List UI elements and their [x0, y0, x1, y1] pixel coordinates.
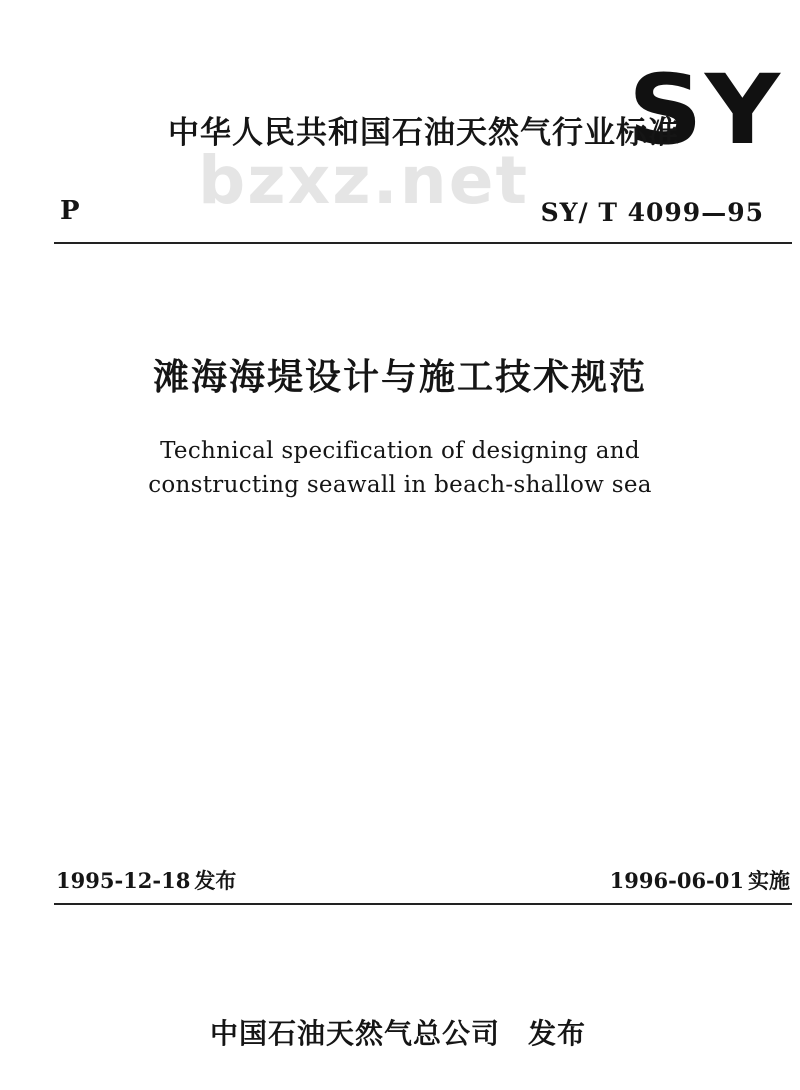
issue-date-block — [56, 870, 236, 892]
publisher-verb: 发布 — [528, 1017, 587, 1050]
category-code: P — [60, 196, 80, 226]
industry-standard-heading: 中华人民共和国石油天然气行业标准 — [168, 115, 680, 151]
document-title-english-line1: Technical specification of designing and — [160, 438, 640, 464]
footer-divider — [54, 903, 792, 905]
implementation-date-block — [610, 870, 790, 892]
document-title-chinese: 滩海海堤设计与施工技术规范 — [152, 357, 647, 398]
issue-label: 发布 — [194, 869, 237, 893]
document-title-english-line2: constructing seawall in beach-shallow sea — [148, 472, 652, 498]
implementation-date: 1996-06-01 — [609, 868, 744, 893]
watermark: bzxz.net — [198, 142, 530, 219]
publisher-block — [210, 1017, 587, 1050]
header-divider — [54, 242, 792, 244]
implementation-label: 实施 — [748, 869, 790, 893]
sy-logo: SY — [628, 54, 783, 166]
publisher-name: 中国石油天然气总公司 — [210, 1017, 501, 1050]
issue-date: 1995-12-18 — [56, 868, 191, 893]
standard-number: SY/ T 4099—95 — [540, 198, 764, 227]
